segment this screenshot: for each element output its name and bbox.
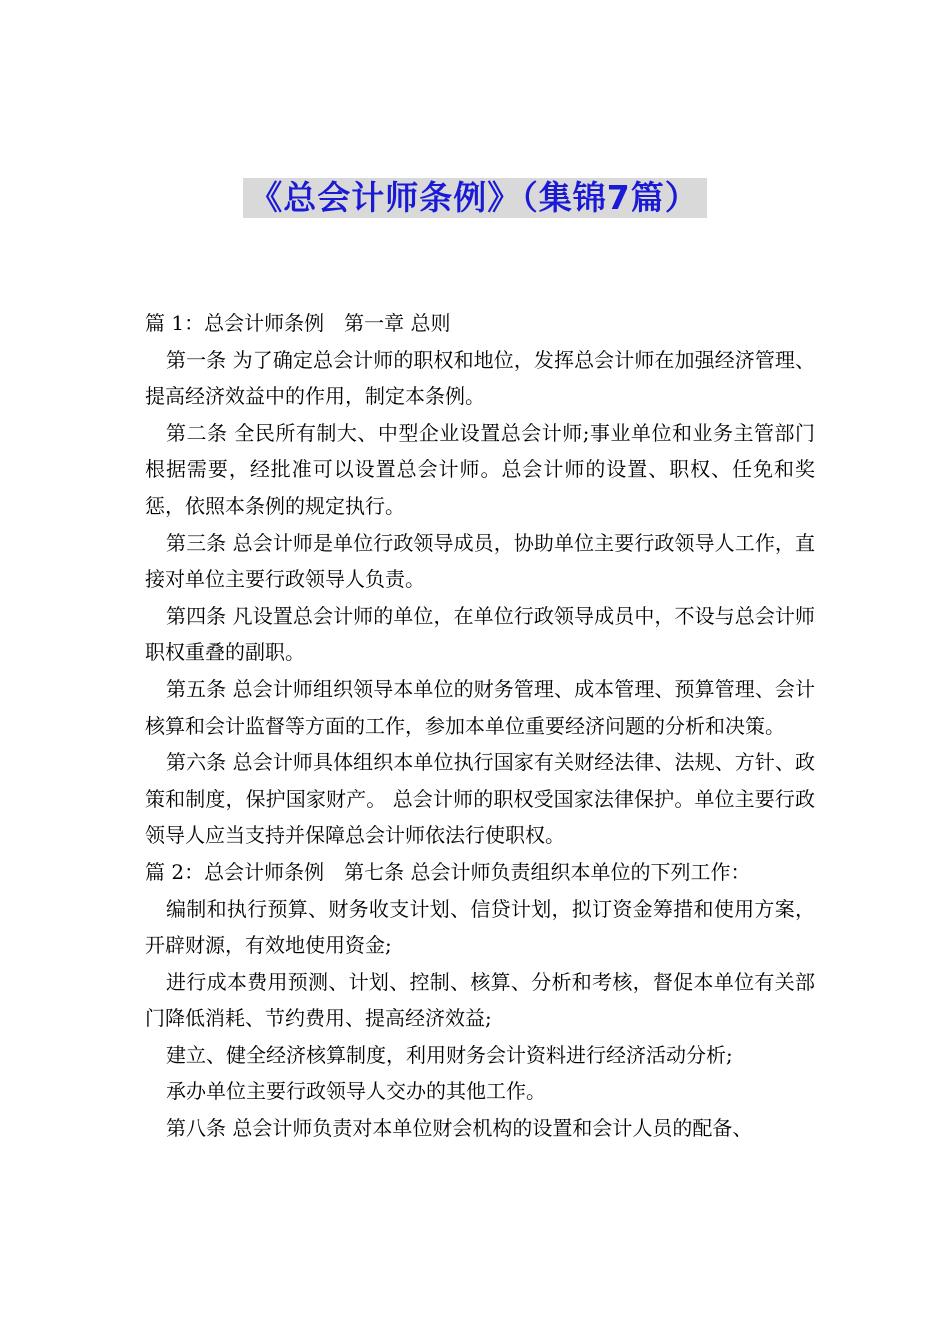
- section-heading: 篇 2：总会计师条例 第七条 总会计师负责组织本单位的下列工作：: [145, 859, 751, 884]
- article-paragraph: 第八条 总会计师负责对本单位财会机构的设置和会计人员的配备、: [166, 1116, 753, 1141]
- article-paragraph: 第四条 凡设置总会计师的单位，在单位行政领导成员中，不设与总会计师职权重叠的副职。: [145, 603, 815, 665]
- list-paragraph: 承办单位主要行政领导人交办的其他工作。: [166, 1079, 546, 1104]
- document-body: [145, 305, 815, 1147]
- list-paragraph: 编制和执行预算、财务收支计划、信贷计划，拟订资金筹措和使用方案，开辟财源，有效地使用资金;: [145, 896, 815, 958]
- document-title: 《总会计师条例》（集锦7篇）: [243, 178, 706, 218]
- list-paragraph: 建立、健全经济核算制度，利用财务会计资料进行经济活动分析;: [166, 1042, 733, 1067]
- article-paragraph: 第五条 总会计师组织领导本单位的财务管理、成本管理、预算管理、会计核算和会计监督等方面的工作，参加本单位重要经济问题的分析和决策。: [145, 676, 815, 738]
- section-heading: 篇 1：总会计师条例 第一章 总则: [145, 311, 451, 335]
- list-paragraph: 进行成本费用预测、计划、控制、核算、分析和考核，督促本单位有关部门降低消耗、节约费用、提高经济效益;: [145, 969, 815, 1031]
- article-paragraph: 第一条 为了确定总会计师的职权和地位，发挥总会计师在加强经济管理、提高经济效益中的作用，制定本条例。: [145, 347, 815, 409]
- article-paragraph: 第三条 总会计师是单位行政领导成员，协助单位主要行政领导人工作，直接对单位主要行政领导人负责。: [145, 530, 815, 592]
- title-container: [0, 178, 950, 218]
- article-paragraph: 第二条 全民所有制大、中型企业设置总会计师;事业单位和业务主管部门根据需要，经批准可以设置总会计师。总会计师的设置、职权、任免和奖惩，依照本条例的规定执行。: [145, 420, 815, 518]
- article-paragraph: 第六条 总会计师具体组织本单位执行国家有关财经法律、法规、方针、政策和制度，保护国家财产。 总会计师的职权受国家法律保护。单位主要行政领导人应当支持并保障总会计师依法行使职权。: [145, 750, 815, 848]
